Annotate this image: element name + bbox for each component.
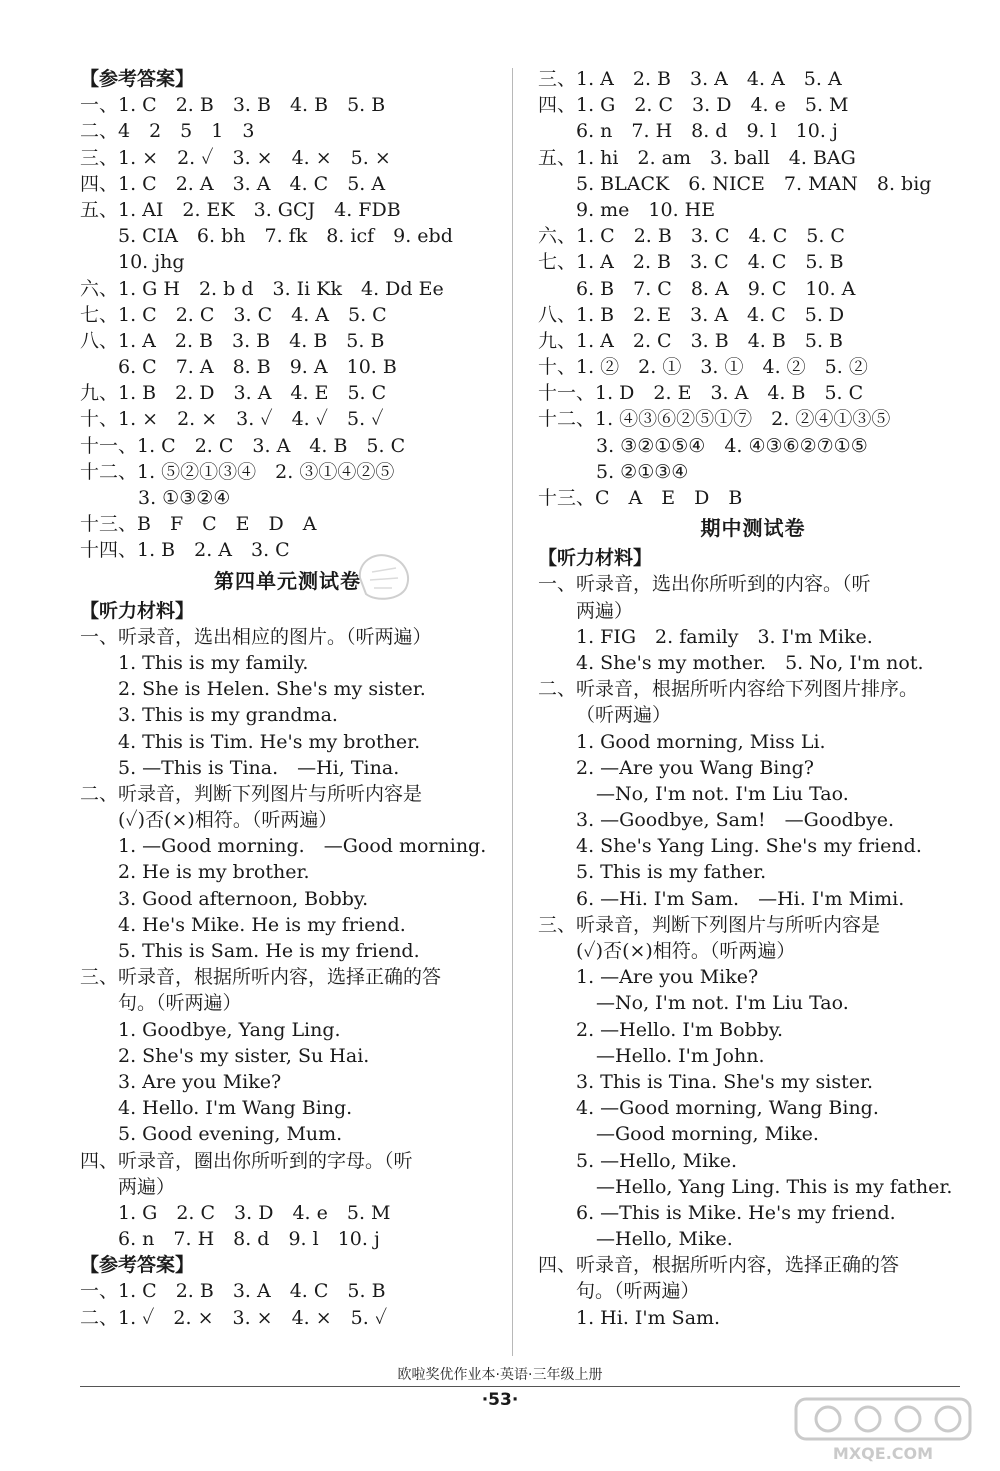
text-line: 5. This is my father.	[576, 861, 767, 884]
text-line: 3. Good afternoon, Bobby.	[118, 887, 369, 910]
text-line: 十、1. ② 2. ① 3. ① 4. ② 5. ②	[538, 356, 868, 379]
text-line: 【参考答案】	[80, 68, 195, 90]
text-line: 十二、1. ⑤②①③④ 2. ③①④②⑤	[80, 460, 395, 483]
text-line: 三、1. × 2. ✓ 3. × 4. × 5. ×	[80, 146, 391, 169]
text-line: 1. Good morning, Miss Li.	[576, 730, 826, 753]
text-line: 1. —Good morning. —Good morning.	[118, 835, 487, 858]
text-line: 八、1. B 2. E 3. A 4. C 5. D	[538, 303, 845, 326]
text-line: 六、1. G H 2. b d 3. Ii Kk 4. Dd Ee	[80, 277, 444, 300]
stamp-icon	[352, 548, 416, 604]
text-line: 一、1. C 2. B 3. B 4. B 5. B	[80, 94, 386, 117]
text-line: 6. —This is Mike. He's my friend.	[576, 1201, 896, 1224]
text-line: 二、1. ✓ 2. × 3. × 4. × 5. ✓	[80, 1306, 388, 1329]
text-line: 七、1. A 2. B 3. C 4. C 5. B	[538, 251, 844, 274]
text-line: 九、1. A 2. C 3. B 4. B 5. B	[538, 329, 843, 352]
text-line: 4. Hello. I'm Wang Bing.	[118, 1097, 353, 1120]
text-line: 3. This is my grandma.	[118, 704, 338, 727]
text-line: 三、1. A 2. B 3. A 4. A 5. A	[538, 68, 842, 90]
text-line: 2. —Hello. I'm Bobby.	[576, 1018, 784, 1041]
text-line: 十一、1. D 2. E 3. A 4. B 5. C	[538, 382, 864, 405]
text-line: 五、1. hi 2. am 3. ball 4. BAG	[538, 146, 856, 169]
text-line: 五、1. AI 2. EK 3. GCJ 4. FDB	[80, 198, 401, 221]
text-line: 【听力材料】	[80, 599, 195, 622]
text-line: 六、1. C 2. B 3. C 4. C 5. C	[538, 225, 845, 248]
text-line: 5. CIA 6. bh 7. fk 8. icf 9. ebd	[118, 225, 453, 248]
text-line: 一、听录音，选出相应的图片。（听两遍）	[80, 625, 432, 648]
text-line: 一、听录音，选出你所听到的内容。（听	[538, 573, 871, 596]
text-line: 9. me 10. HE	[576, 198, 716, 221]
text-line: 十、1. × 2. × 3. ✓ 4. ✓ 5. ✓	[80, 408, 384, 431]
left-column	[80, 66, 495, 1331]
text-line: —No, I'm not. I'm Liu Tao.	[596, 782, 849, 805]
text-line: 四、1. C 2. A 3. A 4. C 5. A	[80, 172, 386, 195]
text-line: 十三、B F C E D A	[80, 513, 317, 536]
text-line: 2. She's my sister, Su Hai.	[118, 1044, 370, 1067]
text-line: 九、1. B 2. D 3. A 4. E 5. C	[80, 382, 387, 405]
text-line: 1. G 2. C 3. D 4. e 5. M	[118, 1201, 391, 1224]
text-line: 1. Hi. I'm Sam.	[576, 1306, 721, 1329]
text-line: —Hello, Yang Ling. This is my father.	[596, 1175, 953, 1198]
text-line: 5. This is Sam. He is my friend.	[118, 940, 420, 962]
text-line: 4. This is Tim. He's my brother.	[118, 730, 421, 753]
text-line: 6. C 7. A 8. B 9. A 10. B	[118, 356, 397, 379]
text-line: 5. Good evening, Mum.	[118, 1123, 343, 1146]
text-line: 4. She's my mother. 5. No, I'm not.	[576, 651, 924, 674]
text-line: 4. He's Mike. He is my friend.	[118, 913, 406, 936]
text-line: 6. n 7. H 8. d 9. l 10. j	[576, 120, 838, 143]
text-line: 【听力材料】	[538, 547, 653, 570]
text-line: —Hello, Mike.	[596, 1228, 733, 1251]
text-line: 2. She is Helen. She's my sister.	[118, 678, 426, 701]
text-line: 1. FIG 2. family 3. I'm Mike.	[576, 625, 873, 648]
watermark-text: MXQE.COM	[832, 1444, 934, 1463]
text-line: 6. B 7. C 8. A 9. C 10. A	[576, 277, 856, 300]
text-line: 6. —Hi. I'm Sam. —Hi. I'm Mimi.	[576, 887, 905, 910]
text-line: 【参考答案】	[80, 1254, 195, 1277]
text-line: 3. ③②①⑤④ 4. ④③⑥②⑦①⑤	[596, 434, 868, 457]
section-heading: 期中测试卷	[700, 516, 806, 541]
text-line: 四、听录音，根据所听内容，选择正确的答	[538, 1254, 900, 1277]
text-line: 十二、1. ④③⑥②⑤①⑦ 2. ②④①③⑤	[538, 408, 891, 431]
text-line: 二、4 2 5 1 3	[80, 120, 255, 143]
text-line: 5. —This is Tina. —Hi, Tina.	[118, 756, 400, 779]
text-line: 十一、1. C 2. C 3. A 4. B 5. C	[80, 434, 406, 457]
text-line: （听两遍）	[576, 704, 672, 727]
text-line: 八、1. A 2. B 3. B 4. B 5. B	[80, 329, 385, 352]
text-line: 3. Are you Mike?	[118, 1070, 282, 1093]
text-line: 十四、1. B 2. A 3. C	[80, 539, 290, 562]
text-line: 5. BLACK 6. NICE 7. MAN 8. big	[576, 172, 932, 195]
text-line: 1. This is my family.	[118, 651, 309, 674]
text-line: 二、听录音，根据所听内容给下列图片排序。	[538, 678, 919, 701]
text-line: 3. —Goodbye, Sam! —Goodbye.	[576, 809, 894, 832]
text-line: 四、听录音，圈出你所听到的字母。（听	[80, 1149, 413, 1172]
text-line: 两遍）	[118, 1175, 176, 1198]
text-line: 两遍）	[576, 599, 634, 622]
text-line: 3. This is Tina. She's my sister.	[576, 1070, 873, 1093]
text-line: 3. ①③②④	[138, 487, 231, 509]
text-line: 三、听录音，判断下列图片与所听内容是	[538, 913, 881, 936]
page-number: ·53·	[481, 1390, 519, 1410]
section-heading: 第四单元测试卷	[214, 568, 361, 593]
text-line: 1. Goodbye, Yang Ling.	[118, 1018, 341, 1041]
text-line: 三、听录音，根据所听内容，选择正确的答	[80, 966, 442, 989]
footer-rule	[80, 1386, 960, 1387]
column-divider	[512, 68, 513, 1356]
text-line: 七、1. C 2. C 3. C 4. A 5. C	[80, 303, 387, 326]
text-line: —No, I'm not. I'm Liu Tao.	[596, 992, 849, 1015]
text-line: 2. He is my brother.	[118, 861, 310, 884]
text-line: —Hello. I'm John.	[596, 1044, 765, 1067]
text-line: 四、1. G 2. C 3. D 4. e 5. M	[538, 94, 849, 117]
text-line: 5. ②①③④	[596, 460, 689, 483]
text-line: 一、1. C 2. B 3. A 4. C 5. B	[80, 1280, 386, 1303]
right-column	[538, 66, 968, 1331]
text-line: —Good morning, Mike.	[596, 1123, 819, 1146]
text-line: 句。（听两遍）	[576, 1280, 700, 1303]
text-line: (✓)否(×)相符。（听两遍）	[576, 940, 796, 962]
text-line: 二、听录音，判断下列图片与所听内容是	[80, 782, 423, 805]
text-line: 句。（听两遍）	[118, 992, 242, 1015]
text-line: 10. jhg	[118, 251, 185, 274]
text-line: 2. —Are you Wang Bing?	[576, 756, 814, 779]
text-line: 4. —Good morning, Wang Bing.	[576, 1097, 879, 1120]
text-line: 十三、C A E D B	[538, 487, 743, 509]
text-line: (✓)否(×)相符。（听两遍）	[118, 809, 338, 832]
watermark-logo-icon	[788, 1393, 978, 1463]
text-line: 1. —Are you Mike?	[576, 966, 759, 989]
text-line: 4. She's Yang Ling. She's my friend.	[576, 835, 922, 858]
text-line: 6. n 7. H 8. d 9. l 10. j	[118, 1228, 380, 1251]
text-line: 5. —Hello, Mike.	[576, 1149, 737, 1172]
footer-title: 欧啦奖优作业本·英语·三年级上册	[397, 1367, 603, 1383]
